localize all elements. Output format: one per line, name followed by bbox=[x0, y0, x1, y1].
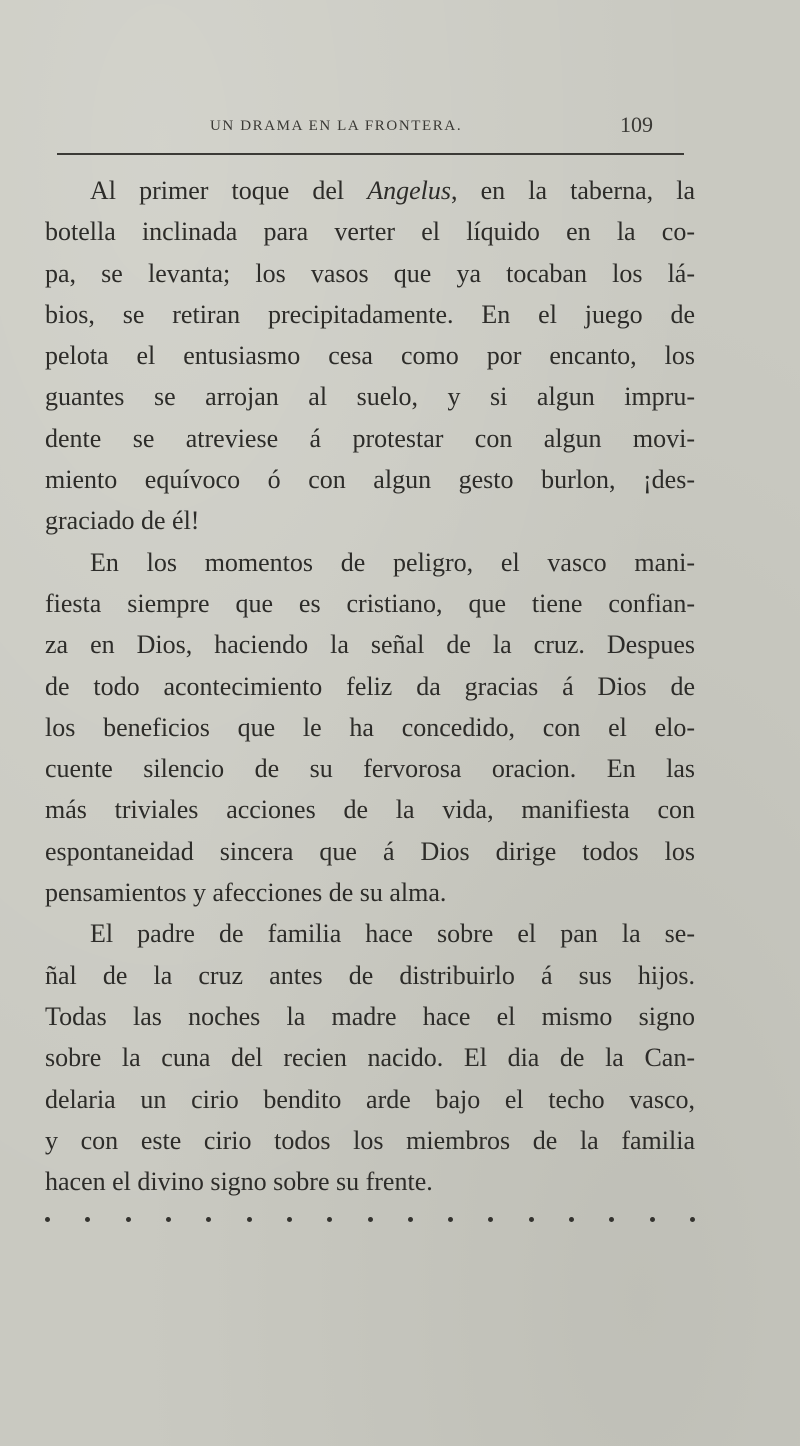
text-line: más triviales acciones de la vida, manifiesta con bbox=[45, 795, 695, 825]
ellipsis-dot bbox=[247, 1217, 252, 1222]
ellipsis-dot bbox=[368, 1217, 373, 1222]
text-line: de todo acontecimiento feliz da gracias á Dios de bbox=[45, 671, 695, 701]
text-line: miento equívoco ó con algun gesto burlon, ¡des- bbox=[45, 465, 695, 495]
text-line: El padre de familia hace sobre el pan la se- bbox=[90, 919, 695, 949]
text-line: pa, se levanta; los vasos que ya tocaban los lá- bbox=[45, 258, 695, 288]
ellipsis-dot bbox=[166, 1217, 171, 1222]
text-line: botella inclinada para verter el líquido en la co- bbox=[45, 217, 695, 247]
text-line: espontaneidad sincera que á Dios dirige todos los bbox=[45, 836, 695, 866]
ellipsis-dot bbox=[408, 1217, 413, 1222]
text-segment: , en la taberna, la bbox=[451, 176, 695, 205]
ellipsis-dot bbox=[126, 1217, 131, 1222]
body-text bbox=[45, 170, 695, 1202]
ellipsis-dot bbox=[45, 1217, 50, 1222]
text-line: dente se atreviese á protestar con algun movi- bbox=[45, 423, 695, 453]
ellipsis-dot bbox=[448, 1217, 453, 1222]
header-rule bbox=[57, 153, 684, 155]
text-line: guantes se arrojan al suelo, y si algun impru- bbox=[45, 382, 695, 412]
italic-word-angelus: Angelus bbox=[367, 176, 452, 205]
ellipsis-dot-row bbox=[45, 1204, 695, 1234]
text-line: sobre la cuna del recien nacido. El dia de la Can- bbox=[45, 1043, 695, 1073]
text-line bbox=[45, 170, 695, 211]
ellipsis-dot bbox=[529, 1217, 534, 1222]
ellipsis-dot bbox=[327, 1217, 332, 1222]
text-line: cuente silencio de su fervorosa oracion. En las bbox=[45, 754, 695, 784]
ellipsis-dot bbox=[650, 1217, 655, 1222]
ellipsis-dot bbox=[690, 1217, 695, 1222]
text-line: hacen el divino signo sobre su frente. bbox=[45, 1167, 433, 1197]
text-line: pelota el entusiasmo cesa como por encanto, los bbox=[45, 341, 695, 371]
running-head bbox=[0, 104, 800, 144]
text-line: Todas las noches la madre hace el mismo signo bbox=[45, 1001, 695, 1031]
page-number: 109 bbox=[620, 112, 653, 137]
text-line: y con este cirio todos los miembros de la familia bbox=[45, 1125, 695, 1155]
running-title: UN DRAMA EN LA FRONTERA. bbox=[210, 118, 463, 134]
ellipsis-dot bbox=[488, 1217, 493, 1222]
text-segment: Al primer toque del bbox=[90, 176, 368, 205]
ellipsis-dot bbox=[287, 1217, 292, 1222]
text-line: ñal de la cruz antes de distribuirlo á sus hijos. bbox=[45, 960, 695, 990]
text-line: graciado de él! bbox=[45, 506, 200, 536]
ellipsis-dot bbox=[569, 1217, 574, 1222]
text-line: fiesta siempre que es cristiano, que tiene confian- bbox=[45, 588, 695, 618]
ellipsis-dot bbox=[206, 1217, 211, 1222]
ellipsis-dot bbox=[609, 1217, 614, 1222]
ellipsis-dot bbox=[85, 1217, 90, 1222]
text-line: bios, se retiran precipitadamente. En el juego de bbox=[45, 299, 695, 329]
text-line: los beneficios que le ha concedido, con el elo- bbox=[45, 712, 695, 742]
text-line: delaria un cirio bendito arde bajo el techo vasco, bbox=[45, 1084, 695, 1114]
text-line: za en Dios, haciendo la señal de la cruz. Despues bbox=[45, 630, 695, 660]
text-line: En los momentos de peligro, el vasco mani- bbox=[90, 547, 695, 577]
text-line: pensamientos y afecciones de su alma. bbox=[45, 878, 447, 908]
